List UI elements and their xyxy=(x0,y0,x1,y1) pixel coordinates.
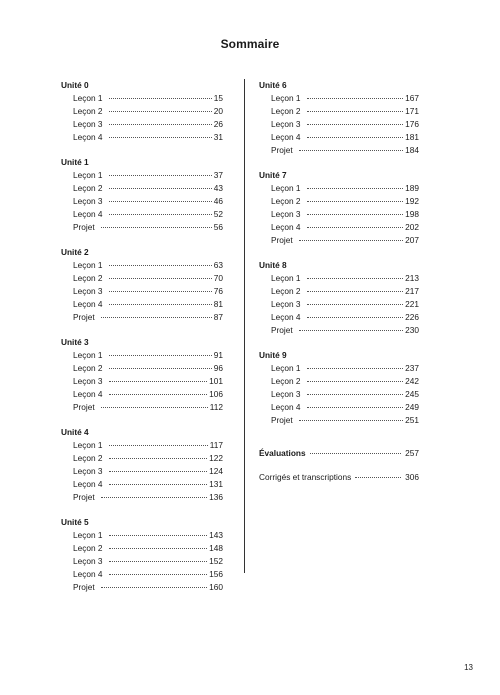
toc-entry[interactable] xyxy=(61,491,223,504)
toc-entry-label: Leçon 1 xyxy=(73,440,103,450)
toc-entry-label: Leçon 4 xyxy=(73,132,103,142)
dot-leader xyxy=(307,278,404,279)
dot-leader xyxy=(109,137,212,138)
toc-entry[interactable] xyxy=(61,478,223,491)
toc-entry-label: Leçon 3 xyxy=(271,389,301,399)
toc-entry[interactable] xyxy=(259,131,419,144)
dot-leader xyxy=(307,227,404,228)
toc-column-right xyxy=(259,79,419,484)
toc-entry[interactable] xyxy=(259,324,419,337)
toc-unit xyxy=(61,426,223,504)
toc-entry-label: Leçon 1 xyxy=(271,363,301,373)
dot-leader xyxy=(310,453,402,454)
toc-entry-label: Leçon 1 xyxy=(73,350,103,360)
toc-entry-page: 207 xyxy=(405,235,419,245)
dot-leader xyxy=(109,445,208,446)
toc-entry-page: 70 xyxy=(213,273,223,283)
column-divider xyxy=(244,79,245,573)
unit-title: Unité 4 xyxy=(61,427,89,437)
dot-leader xyxy=(101,227,212,228)
toc-entry[interactable] xyxy=(61,542,223,555)
dot-leader xyxy=(109,484,208,485)
toc-unit xyxy=(61,516,223,594)
toc-entry[interactable] xyxy=(61,182,223,195)
toc-entry[interactable] xyxy=(259,414,419,427)
dot-leader xyxy=(101,587,207,588)
toc-entry-page: 131 xyxy=(209,479,223,489)
toc-entry-label: Leçon 3 xyxy=(73,286,103,296)
dot-leader xyxy=(299,420,403,421)
dot-leader xyxy=(109,304,212,305)
dot-leader xyxy=(299,150,403,151)
toc-entry[interactable] xyxy=(61,401,223,414)
dot-leader xyxy=(307,124,404,125)
toc-entry-page: 171 xyxy=(405,106,419,116)
toc-entry-label: Leçon 4 xyxy=(73,569,103,579)
toc-column-left xyxy=(61,79,223,606)
dot-leader xyxy=(109,471,208,472)
toc-entry[interactable] xyxy=(61,388,223,401)
dot-leader xyxy=(109,201,212,202)
toc-unit xyxy=(61,156,223,234)
toc-entry[interactable] xyxy=(259,208,419,221)
toc-entry[interactable] xyxy=(61,375,223,388)
toc-entry-page: 31 xyxy=(213,132,223,142)
toc-unit xyxy=(61,246,223,324)
toc-entry[interactable] xyxy=(61,221,223,234)
toc-entry-page: 63 xyxy=(213,260,223,270)
toc-entry-label: Leçon 4 xyxy=(271,402,301,412)
dot-leader xyxy=(299,240,403,241)
unit-title: Unité 0 xyxy=(61,80,89,90)
toc-entry-label: Leçon 2 xyxy=(73,183,103,193)
toc-entry-label: Leçon 2 xyxy=(271,376,301,386)
dot-leader xyxy=(307,317,404,318)
toc-entry[interactable] xyxy=(61,285,223,298)
toc-entry-label: Évaluations xyxy=(259,448,306,458)
toc-entry-label: Corrigés et transcriptions xyxy=(259,472,352,482)
toc-entry-label: Leçon 4 xyxy=(73,299,103,309)
toc-entry-label: Leçon 2 xyxy=(73,273,103,283)
toc-entry-page: 167 xyxy=(405,93,419,103)
toc-entry-page: 143 xyxy=(209,530,223,540)
dot-leader xyxy=(109,381,208,382)
toc-entry[interactable] xyxy=(259,195,419,208)
unit-title: Unité 9 xyxy=(259,350,287,360)
toc-entry[interactable] xyxy=(61,118,223,131)
toc-entry-label: Leçon 2 xyxy=(73,453,103,463)
toc-entry[interactable] xyxy=(61,349,223,362)
toc-entry-page: 46 xyxy=(213,196,223,206)
toc-entry-page: 91 xyxy=(213,350,223,360)
toc-entry-evaluations[interactable] xyxy=(259,447,419,460)
toc-entry-label: Leçon 3 xyxy=(73,466,103,476)
toc-entry-label: Leçon 4 xyxy=(73,479,103,489)
toc-entry-label: Projet xyxy=(73,582,95,592)
toc-entry-label: Projet xyxy=(271,325,293,335)
toc-entry-label: Leçon 2 xyxy=(73,543,103,553)
toc-entry[interactable] xyxy=(259,388,419,401)
toc-entry[interactable] xyxy=(61,362,223,375)
toc-entry-page: 189 xyxy=(405,183,419,193)
toc-entry-page: 76 xyxy=(213,286,223,296)
dot-leader xyxy=(307,214,404,215)
toc-entry-page: 122 xyxy=(209,453,223,463)
toc-entry-page: 26 xyxy=(213,119,223,129)
toc-entry-page: 217 xyxy=(405,286,419,296)
toc-entry-corriges[interactable] xyxy=(259,471,419,484)
toc-entry[interactable] xyxy=(259,105,419,118)
dot-leader xyxy=(307,368,404,369)
toc-entry-label: Leçon 1 xyxy=(271,183,301,193)
toc-entry-page: 37 xyxy=(213,170,223,180)
toc-entry[interactable] xyxy=(259,401,419,414)
dot-leader xyxy=(109,548,208,549)
toc-entry-page: 81 xyxy=(213,299,223,309)
dot-leader xyxy=(307,381,404,382)
toc-entry-page: 156 xyxy=(209,569,223,579)
toc-entry-label: Leçon 4 xyxy=(271,222,301,232)
toc-entry-page: 43 xyxy=(213,183,223,193)
dot-leader xyxy=(109,98,212,99)
toc-entry[interactable] xyxy=(61,298,223,311)
toc-entry-page: 117 xyxy=(209,440,223,450)
dot-leader xyxy=(101,317,212,318)
toc-entry-page: 96 xyxy=(213,363,223,373)
dot-leader xyxy=(307,111,404,112)
dot-leader xyxy=(109,175,212,176)
toc-unit xyxy=(259,169,419,247)
toc-unit xyxy=(61,79,223,144)
dot-leader xyxy=(307,394,404,395)
toc-entry[interactable] xyxy=(61,568,223,581)
toc-entry-label: Leçon 3 xyxy=(73,556,103,566)
toc-unit xyxy=(259,259,419,337)
toc-entry-label: Leçon 1 xyxy=(271,93,301,103)
dot-leader xyxy=(355,477,401,478)
toc-entry-page: 148 xyxy=(209,543,223,553)
toc-entry-label: Projet xyxy=(271,235,293,245)
dot-leader xyxy=(307,201,404,202)
unit-title: Unité 5 xyxy=(61,517,89,527)
dot-leader xyxy=(109,265,212,266)
toc-entry-page: 202 xyxy=(405,222,419,232)
toc-entry-label: Leçon 3 xyxy=(271,119,301,129)
dot-leader xyxy=(109,111,212,112)
toc-entry-page: 257 xyxy=(405,448,419,458)
toc-entry-label: Leçon 4 xyxy=(73,209,103,219)
toc-entry-page: 230 xyxy=(405,325,419,335)
toc-entry-page: 152 xyxy=(209,556,223,566)
dot-leader xyxy=(307,137,404,138)
toc-entry[interactable] xyxy=(61,465,223,478)
toc-entry-label: Leçon 2 xyxy=(73,106,103,116)
toc-entry-page: 306 xyxy=(405,472,419,482)
dot-leader xyxy=(109,291,212,292)
unit-title: Unité 6 xyxy=(259,80,287,90)
toc-entry-label: Leçon 3 xyxy=(73,196,103,206)
toc-entry[interactable] xyxy=(259,285,419,298)
dot-leader xyxy=(299,330,403,331)
toc-entry-label: Leçon 2 xyxy=(271,286,301,296)
dot-leader xyxy=(109,561,208,562)
toc-entry[interactable] xyxy=(61,169,223,182)
dot-leader xyxy=(109,368,212,369)
toc-entry-label: Leçon 4 xyxy=(271,132,301,142)
toc-entry[interactable] xyxy=(61,259,223,272)
toc-entry-label: Leçon 2 xyxy=(271,196,301,206)
toc-entry-page: 249 xyxy=(405,402,419,412)
toc-entry-page: 242 xyxy=(405,376,419,386)
toc-entry-label: Leçon 2 xyxy=(73,363,103,373)
toc-entry-page: 176 xyxy=(405,119,419,129)
toc-entry[interactable] xyxy=(259,92,419,105)
toc-entry-page: 136 xyxy=(209,492,223,502)
toc-entry[interactable] xyxy=(259,272,419,285)
toc-entry-page: 87 xyxy=(213,312,223,322)
toc-entry[interactable] xyxy=(61,131,223,144)
toc-entry-page: 192 xyxy=(405,196,419,206)
toc-entry-label: Leçon 1 xyxy=(73,530,103,540)
toc-entry-label: Leçon 1 xyxy=(271,273,301,283)
toc-entry-page: 245 xyxy=(405,389,419,399)
toc-entry[interactable] xyxy=(61,452,223,465)
toc-entry-label: Leçon 4 xyxy=(73,389,103,399)
toc-entry[interactable] xyxy=(259,234,419,247)
dot-leader xyxy=(307,98,404,99)
dot-leader xyxy=(307,304,404,305)
toc-entry[interactable] xyxy=(61,272,223,285)
toc-entry-label: Projet xyxy=(73,402,95,412)
toc-unit xyxy=(259,349,419,427)
toc-entry-page: 226 xyxy=(405,312,419,322)
toc-entry[interactable] xyxy=(61,529,223,542)
toc-entry-label: Projet xyxy=(73,222,95,232)
toc-entry-page: 237 xyxy=(405,363,419,373)
dot-leader xyxy=(109,188,212,189)
dot-leader xyxy=(307,291,404,292)
toc-entry[interactable] xyxy=(259,144,419,157)
unit-title: Unité 1 xyxy=(61,157,89,167)
toc-entry-label: Leçon 1 xyxy=(73,93,103,103)
toc-entry-label: Leçon 3 xyxy=(271,299,301,309)
toc-entry-label: Leçon 1 xyxy=(73,170,103,180)
toc-entry-label: Projet xyxy=(73,312,95,322)
toc-entry[interactable] xyxy=(61,92,223,105)
toc-entry-page: 251 xyxy=(405,415,419,425)
dot-leader xyxy=(109,394,208,395)
dot-leader xyxy=(109,535,208,536)
toc-entry-page: 106 xyxy=(209,389,223,399)
toc-unit xyxy=(259,79,419,157)
toc-entry[interactable] xyxy=(259,362,419,375)
dot-leader xyxy=(101,497,207,498)
toc-entry[interactable] xyxy=(259,311,419,324)
dot-leader xyxy=(109,458,208,459)
toc-entry-label: Projet xyxy=(271,145,293,155)
unit-title: Unité 7 xyxy=(259,170,287,180)
toc-entry-label: Leçon 2 xyxy=(271,106,301,116)
toc-entry-label: Projet xyxy=(271,415,293,425)
toc-entry[interactable] xyxy=(259,221,419,234)
dot-leader xyxy=(109,278,212,279)
toc-entry-label: Leçon 3 xyxy=(271,209,301,219)
unit-title: Unité 3 xyxy=(61,337,89,347)
page-number: 13 xyxy=(464,663,473,672)
toc-entry-page: 198 xyxy=(405,209,419,219)
dot-leader xyxy=(307,407,404,408)
toc-entry-label: Leçon 3 xyxy=(73,376,103,386)
unit-title: Unité 2 xyxy=(61,247,89,257)
toc-entry-page: 124 xyxy=(209,466,223,476)
toc-entry-page: 15 xyxy=(213,93,223,103)
toc-entry-page: 20 xyxy=(213,106,223,116)
dot-leader xyxy=(109,124,212,125)
toc-entry-page: 56 xyxy=(213,222,223,232)
toc-entry[interactable] xyxy=(259,182,419,195)
toc-entry-page: 160 xyxy=(209,582,223,592)
toc-entry[interactable] xyxy=(259,118,419,131)
dot-leader xyxy=(307,188,404,189)
toc-entry[interactable] xyxy=(61,581,223,594)
dot-leader xyxy=(109,574,208,575)
toc-entry-label: Leçon 4 xyxy=(271,312,301,322)
toc-entry-page: 112 xyxy=(209,402,223,412)
toc-entry[interactable] xyxy=(61,555,223,568)
dot-leader xyxy=(101,407,208,408)
toc-entry[interactable] xyxy=(61,195,223,208)
unit-title: Unité 8 xyxy=(259,260,287,270)
toc-entry[interactable] xyxy=(61,105,223,118)
toc-unit xyxy=(61,336,223,414)
toc-entry[interactable] xyxy=(61,311,223,324)
toc-entry-page: 221 xyxy=(405,299,419,309)
toc-entry-page: 184 xyxy=(405,145,419,155)
page-title: Sommaire xyxy=(220,37,280,51)
toc-entry[interactable] xyxy=(61,208,223,221)
dot-leader xyxy=(109,355,212,356)
toc-entry[interactable] xyxy=(259,298,419,311)
toc-entry-label: Leçon 1 xyxy=(73,260,103,270)
dot-leader xyxy=(109,214,212,215)
toc-entry-page: 181 xyxy=(405,132,419,142)
toc-entry-label: Projet xyxy=(73,492,95,502)
toc-entry-page: 52 xyxy=(213,209,223,219)
toc-entry-label: Leçon 3 xyxy=(73,119,103,129)
toc-entry-page: 101 xyxy=(209,376,223,386)
toc-entry[interactable] xyxy=(259,375,419,388)
toc-entry-page: 213 xyxy=(405,273,419,283)
toc-entry[interactable] xyxy=(61,439,223,452)
